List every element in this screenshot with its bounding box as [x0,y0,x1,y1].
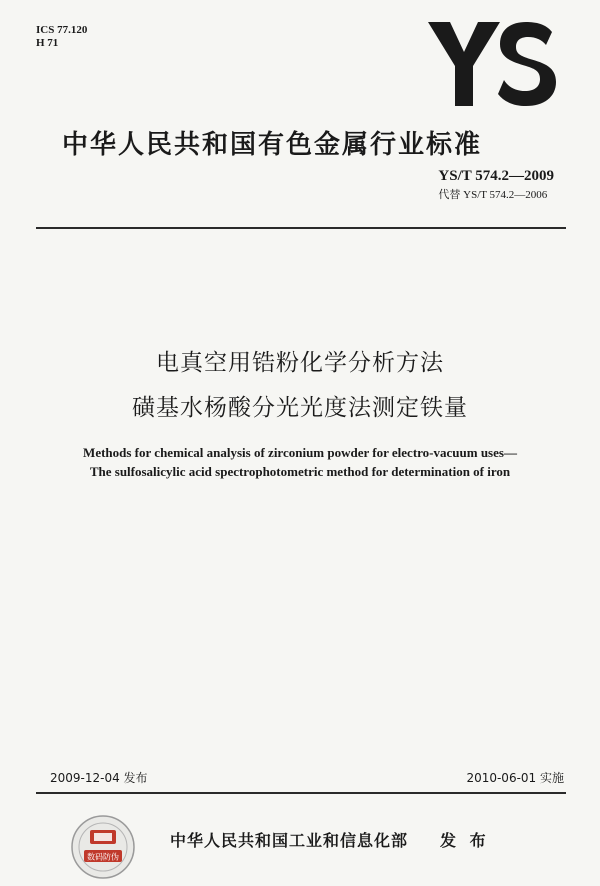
anti-counterfeit-seal [70,814,136,880]
ics-code: ICS 77.120 [36,24,88,36]
english-title-line-1: Methods for chemical analysis of zirconium powder for electro-vacuum uses— [83,445,517,460]
ys-logo [428,22,556,106]
standard-number: YS/T 574.2—2009 [438,168,554,184]
implementation-date: 2010-06-01 实施 [466,771,564,785]
seal-label: 数码防伪 [87,852,119,862]
chinese-title-line-1: 电真空用锆粉化学分析方法 [156,350,444,376]
english-title-line-2: The sulfosalicylic acid spectrophotometric method for determination of iron [89,464,511,479]
issuing-authority: 中华人民共和国工业和信息化部 [170,831,409,850]
organization-title: 中华人民共和国有色金属行业标准 [62,130,483,160]
issue-label: 发 布 [440,831,490,850]
header-divider [36,227,566,229]
footer-divider [36,792,566,794]
classification-codes [36,24,87,50]
replaces-standard: 代替 YS/T 574.2—2006 [438,189,548,201]
chinese-title-line-2: 磺基水杨酸分光光度法测定铁量 [132,395,468,421]
publish-date: 2009-12-04 发布 [50,771,148,785]
ccs-code: H 71 [36,37,59,49]
standard-number-block [438,168,554,202]
